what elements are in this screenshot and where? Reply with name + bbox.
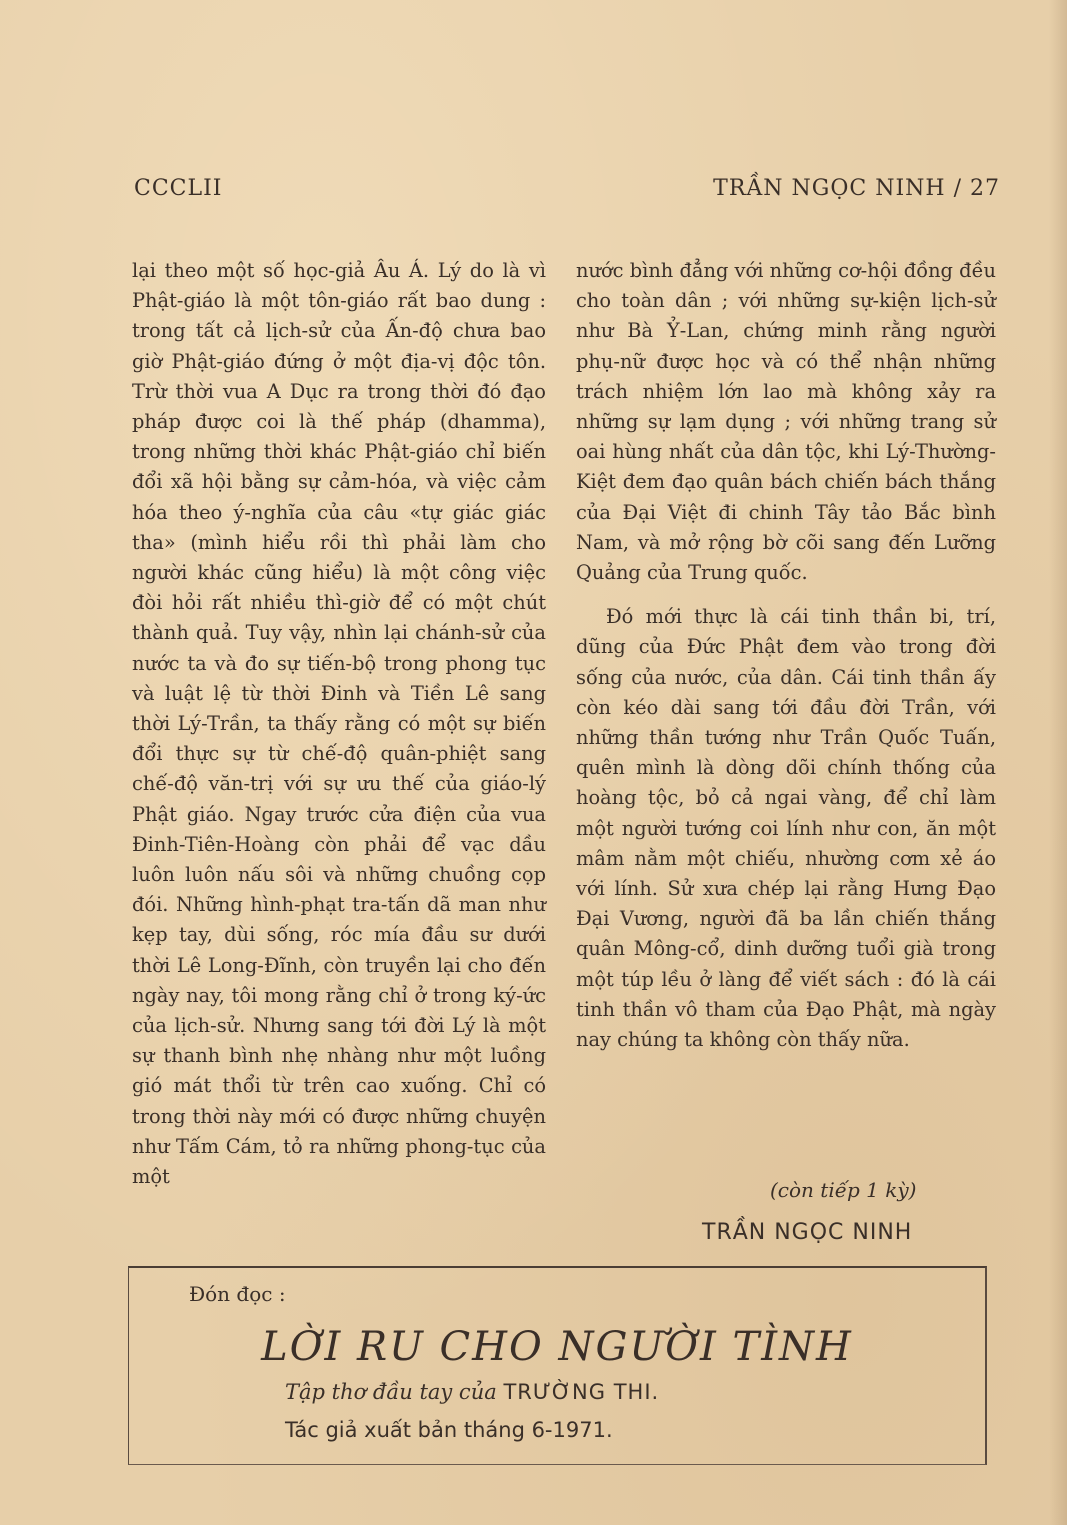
advert-subtitle [285,1380,659,1404]
advert-box [128,1266,987,1465]
advert-subtitle-text: Tập thơ đầu tay của [285,1380,497,1404]
advert-title: LỜI RU CHO NGƯỜI TÌNH [261,1324,853,1370]
advert-author: TRƯỜNG THI. [503,1380,660,1404]
advert-label: Đón đọc : [189,1282,286,1306]
author-signature: TRẦN NGỌC NINH [702,1220,913,1245]
article-column-left [132,256,546,1192]
advert-publish-note: Tác giả xuất bản tháng 6-1971. [285,1418,613,1442]
page-edge-shadow [1049,0,1067,1525]
continued-note: (còn tiếp 1 kỳ) [770,1178,917,1202]
page-section-number: CCCLII [134,176,223,201]
article-column-right [576,256,996,1055]
running-header [134,176,1000,208]
right-column-paragraph-1: nước bình đẳng với những cơ-hội đồng đều cho toàn dân ; với những sự-kiện lịch-sử như Bà Ỷ-Lan, chứng minh rằng người phụ-nữ được học và có thể nhận những trách nhiệm lớn lao mà không xảy ra những sự lạm dụng ; với những trang sử oai hùng nhất của dân tộc, khi Lý-Thường-Kiệt đem đạo quân bách chiến bách thắng của Đại Việt đi chinh Tây tảo Bắc bình Nam, và mở rộng bờ cõi sang đến Lưỡng Quảng của Trung quốc. [576,259,996,585]
author-page-number: TRẦN NGỌC NINH / 27 [713,176,1000,201]
left-column-text: lại theo một số học-giả Âu Á. Lý do là vì Phật-giáo là một tôn-giáo rất bao dung : trong tất cả lịch-sử của Ấn-độ chưa bao giờ Phật-giáo đứng ở một địa-vị độc tôn. Trừ thời vua A Dục ra trong thời đó đạo pháp được coi là thế pháp (dhamma), trong những thời khác Phật-giáo chỉ biến đổi xã hội bằng sự cảm-hóa, và việc cảm hóa theo ý-nghĩa của câu «tự giác giác tha» (mình hiểu rồi thì phải làm cho người khác cũng hiểu) là một công việc đòi hỏi rất nhiều thì-giờ để có một chút thành quả. Tuy vậy, nhìn lại chánh-sử của nước ta và đo sự tiến-bộ trong phong tục và luật lệ từ thời Đinh và Tiền Lê sang thời Lý-Trần, ta thấy rằng có một sự biến đổi thực sự từ chế-độ quân-phiệt sang chế-độ văn-trị với sự ưu thế của giáo-lý Phật giáo. Ngay trước cửa điện của vua Đinh-Tiên-Hoàng còn phải để vạc dầu luôn luôn nấu sôi và những chuồng cọp đói. Những hình-phạt tra-tấn dã man như kẹp tay, dùi sống, róc mía đầu sư dưới thời Lê Long-Đĩnh, còn truyền lại cho đến ngày nay, tôi mong rằng chỉ ở trong ký-ức của lịch-sử. Nhưng sang tới đời Lý là một sự thanh bình nhẹ nhàng như một luồng gió mát thổi từ trên cao xuống. Chỉ có trong thời này mới có được những chuyện như Tấm Cám, tỏ ra những phong-tục của một [132,259,546,1189]
right-column-paragraph-2: Đó mới thực là cái tinh thần bi, trí, dũng của Đức Phật đem vào trong đời sống của nước, của dân. Cái tinh thần ấy còn kéo dài sang tới đầu đời Trần, với những thần tướng như Trần Quốc Tuấn, quên mình là dòng dõi chính thống của hoàng tộc, bỏ cả ngai vàng, để chỉ làm một người tướng coi lính như con, ăn một mâm nằm một chiếu, nhường cơm xẻ áo với lính. Sử xưa chép lại rằng Hưng Đạo Đại Vương, người đã ba lần chiến thắng quân Mông-cổ, dinh dưỡng tuổi già trong một túp lều ở làng để viết sách : đó là cái tinh thần vô tham của Đạo Phật, mà ngày nay chúng ta không còn thấy nữa. [576,605,996,1052]
